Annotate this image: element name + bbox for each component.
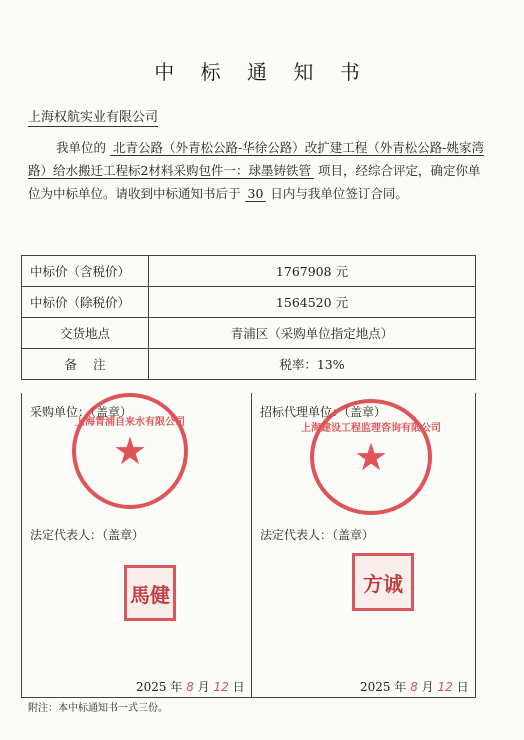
award-info-table [21, 255, 476, 380]
agent-rep-label: 法定代表人：（盖章） [260, 528, 375, 542]
agent-date [360, 678, 469, 695]
notice-body [28, 136, 490, 205]
row-label: 中标价（含税价） [22, 256, 149, 287]
footnote: 附注：本中标通知书一式三份。 [28, 703, 168, 714]
purchaser-seal-text: 上海青浦自来水有限公司 [75, 417, 185, 428]
date-month-handwritten: 8 [410, 680, 418, 694]
agent-seal-text: 上海建设工程监理咨询有限公司 [301, 423, 441, 434]
date-year: 2025 年 [360, 680, 407, 694]
date-month: 月 [197, 680, 210, 694]
table-row [22, 256, 476, 287]
row-label: 备 注 [22, 349, 149, 380]
star-icon: ★ [112, 429, 148, 473]
row-label: 交货地点 [22, 318, 149, 349]
table-row [22, 349, 476, 380]
project-name: 北青公路（外青松公路-华徐公路）改扩建工程（外青松公路-姚家湾路）给水搬迁工程标2材料采购包件一：球墨铸铁管 [28, 140, 484, 178]
agent-personal-stamp: 方诚 [352, 553, 414, 611]
star-icon: ★ [353, 435, 389, 479]
days-value: 30 [245, 186, 267, 202]
column-divider [251, 393, 252, 697]
purchaser-rep-label: 法定代表人：（盖章） [30, 528, 145, 542]
purchaser-personal-stamp: 馬健 [124, 565, 176, 621]
row-value: 1767908 元 [149, 256, 476, 287]
agent-seal-icon [301, 399, 441, 515]
row-value: 1564520 元 [149, 287, 476, 318]
date-month: 月 [421, 680, 434, 694]
row-label: 中标价（除税价） [22, 287, 149, 318]
date-month-handwritten: 8 [186, 680, 194, 694]
date-day-handwritten: 12 [213, 680, 229, 694]
date-day: 日 [232, 680, 245, 694]
signature-section [21, 393, 476, 698]
table-row [22, 318, 476, 349]
table-row [22, 287, 476, 318]
recipient-company: 上海权航实业有限公司 [28, 106, 158, 127]
date-year: 2025 年 [136, 680, 183, 694]
row-value: 税率：13% [149, 349, 476, 380]
purchaser-seal-icon [72, 393, 188, 509]
body-end: 日内与我单位签订合同。 [270, 186, 408, 201]
date-day-handwritten: 12 [437, 680, 453, 694]
purchaser-label: 采购单位：（盖章） [30, 405, 133, 419]
date-day: 日 [456, 680, 469, 694]
body-prefix: 我单位的 [56, 140, 107, 155]
document-title: 中 标 通 知 书 [154, 60, 370, 84]
purchaser-date [136, 678, 245, 695]
row-value: 青浦区（采购单位指定地点） [149, 318, 476, 349]
agent-label: 招标代理单位：（盖章） [260, 405, 387, 419]
body-suffix: 项目，经综合评定，确定你单位为中标单位。请收到中标通知书后于 [28, 163, 481, 201]
